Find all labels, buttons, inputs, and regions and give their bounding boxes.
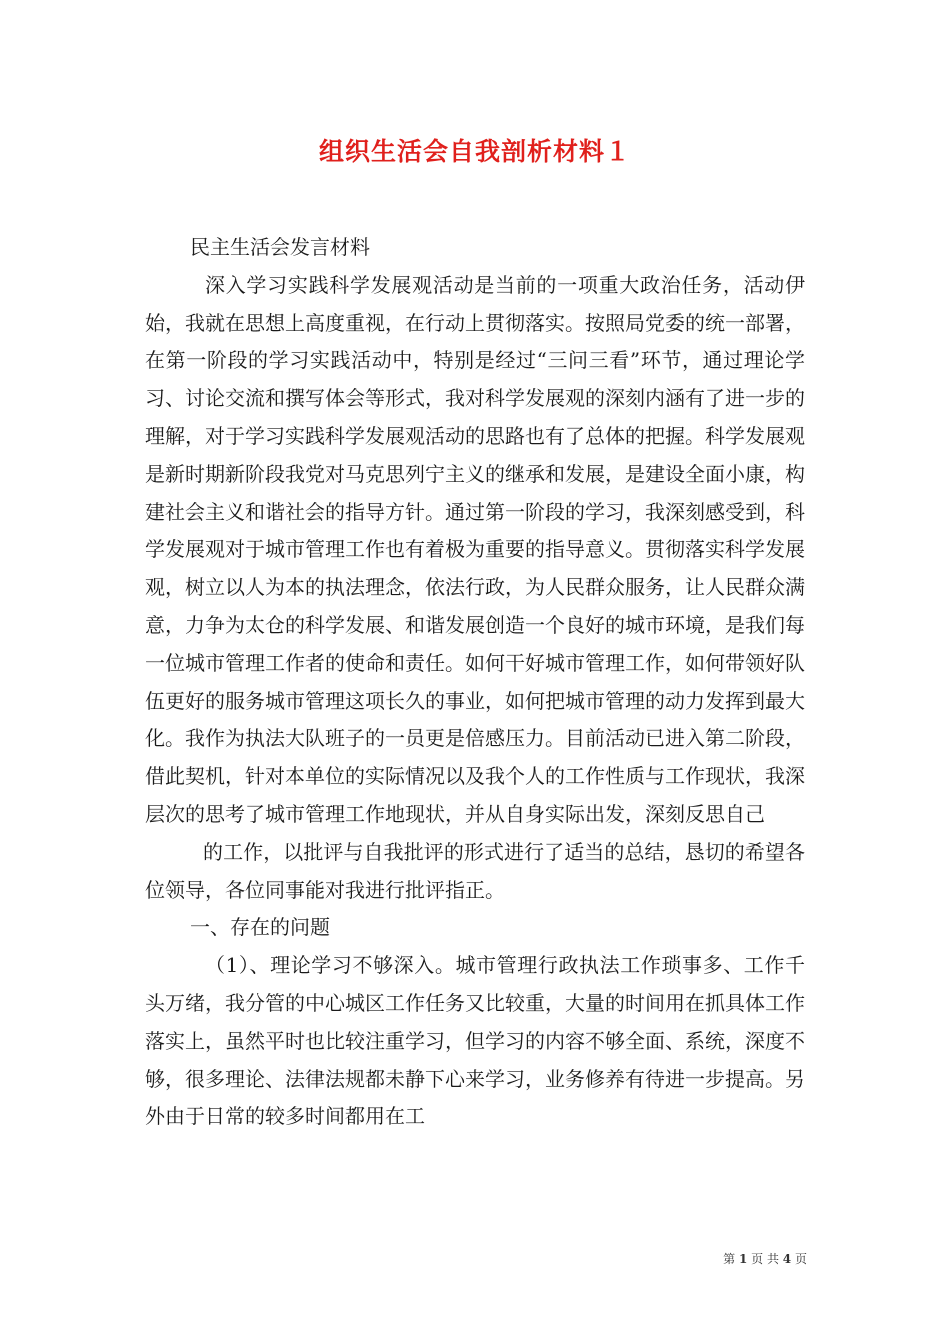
current-page-number: 1 [738,1252,748,1266]
section-heading: 一、存在的问题 [190,915,330,940]
paragraph: （1）、理论学习不够深入。城市管理行政执法工作琐事多、工作千头万绪，我分管的中心城区工作任务又比较重，大量的时间用在抓具体工作落实上，虽然平时也比较注重学习，但学习的内容不够全面、系统，深度不够，很多理论、法律法规都未静下心来学习，业务修养有待进一步提高。另外由于日常的较多时间都用在工 [145,953,805,1129]
paragraph: 深入学习实践科学发展观活动是当前的一项重大政治任务，活动伊始，我就在思想上高度重视，在行动上贯彻落实。按照局党委的统一部署，在第一阶段的学习实践活动中，特别是经过“三问三看”环节，通过理论学习、讨论交流和撰写体会等形式，我对科学发展观的深刻内涵有了进一步的理解，对于学习实践科学发展观活动的思路也有了总体的把握。科学发展观是新时期新阶段我党对马克思列宁主义的继承和发展，是建设全面小康，构建社会主义和谐社会的指导方针。通过第一阶段的学习，我深刻感受到，科学发展观对于城市管理工作也有着极为重要的指导意义。贯彻落实科学发展观，树立以人为本的执法理念，依法行政，为人民群众服务，让人民群众满意，力争为太仓的科学发展、和谐发展创造一个良好的城市环境，是我们每一位城市管理工作者的使命和责任。如何干好城市管理工作，如何带领好队伍更好的服务城市管理这项长久的事业，如何把城市管理的动力发挥到最大化。我作为执法大队班子的一员更是倍感压力。目前活动已进入第二阶段，借此契机，针对本单位的实际情况以及我个人的工作性质与工作现状，我深层次的思考了城市管理工作地现状，并从自身实际出发，深刻反思自己 [145,272,805,826]
page-footer [723,1250,807,1267]
total-page-count: 4 [782,1252,792,1266]
footer-middle: 页 共 [751,1252,779,1266]
section-heading: 民主生活会发言材料 [190,235,370,259]
footer-suffix: 页 [794,1252,807,1266]
document-body [145,229,805,1136]
paragraph: 的工作，以批评与自我批评的形式进行了适当的总结，恳切的希望各位领导，各位同事能对我进行批评指正。 [145,839,805,902]
document-title: 组织生活会自我剖析材料１ [318,137,631,166]
footer-prefix: 第 [723,1252,736,1266]
